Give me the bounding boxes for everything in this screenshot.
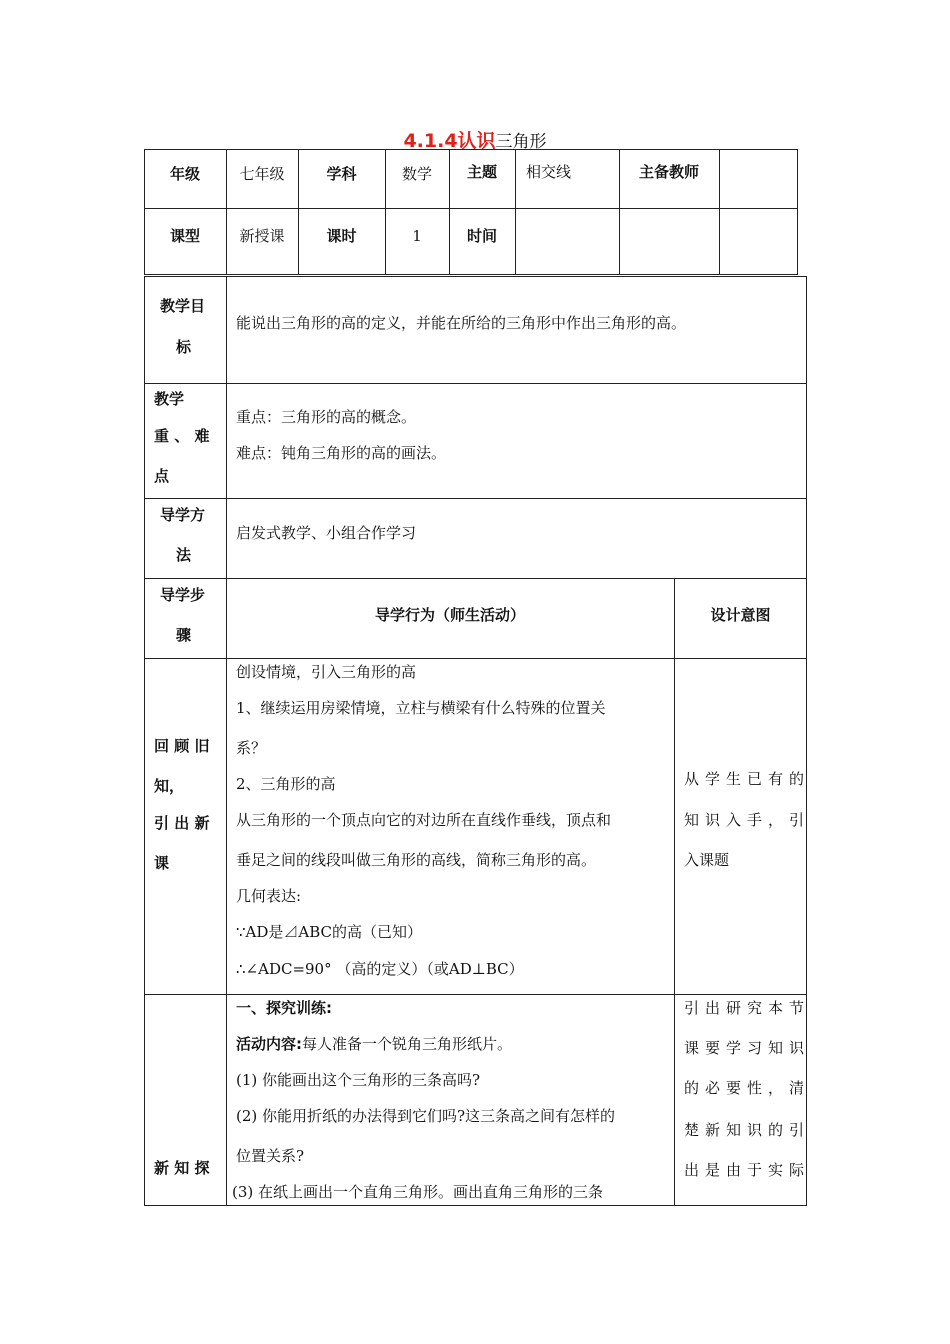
grade-label: 年级	[169, 165, 200, 183]
difficult-point-text: 难点：钝角三角形的高的画法。	[236, 444, 447, 462]
keypoints-label-line3: 点	[154, 467, 170, 485]
explore-intent-line: 引出研究本节	[684, 999, 811, 1017]
review-line: 1、继续运用房梁情境，立柱与横梁有什么特殊的位置关	[236, 699, 606, 717]
review-intent-line: 入课题	[684, 851, 730, 869]
title-rest: 三角形	[495, 132, 547, 152]
review-line: ∴∠ADC=90° （高的定义）（或AD⊥BC）	[236, 960, 524, 978]
explore-intent-line: 楚新知识的引	[684, 1121, 811, 1139]
method-label-line2: 法	[176, 546, 192, 564]
grade-value: 七年级	[239, 165, 285, 183]
behavior-header: 导学行为（师生活动）	[374, 606, 525, 624]
type-label: 课型	[169, 227, 200, 245]
explore-line: (2) 你能用折纸的办法得到它们吗?这三条高之间有怎样的	[236, 1107, 616, 1125]
steps-label-line1: 导学步	[160, 586, 206, 604]
teacher-label: 主备教师	[638, 163, 699, 181]
review-label-line2: 知，	[154, 777, 185, 795]
method-label-line1: 导学方	[160, 506, 206, 524]
objectives-label-line1: 教学目	[160, 297, 206, 315]
topic-value: 相交线	[526, 163, 572, 181]
type-value: 新授课	[239, 227, 285, 245]
review-line: 系？	[236, 739, 267, 757]
topic-label: 主题	[466, 163, 497, 181]
review-label-line4: 课	[154, 854, 170, 872]
explore-label: 新 知 探	[154, 1159, 210, 1177]
review-label-line1: 回 顾 旧	[154, 737, 210, 755]
review-line: 创设情境，引入三角形的高	[236, 663, 417, 681]
key-point-text: 重点：三角形的高的概念。	[236, 408, 417, 426]
explore-activity	[236, 1026, 512, 1062]
subject-label: 学科	[326, 165, 357, 183]
objectives-label-line2: 标	[176, 338, 192, 356]
explore-intent-line: 出是由于实际	[684, 1161, 811, 1179]
method-text: 启发式教学、小组合作学习	[236, 524, 417, 542]
review-intent-line: 知识入手，引	[684, 811, 811, 829]
review-line: ∵AD是⊿ABC的高（已知）	[236, 923, 423, 941]
review-intent-line: 从学生已有的	[684, 770, 811, 788]
objectives-text: 能说出三角形的高的定义，并能在所给的三角形中作出三角形的高。	[236, 314, 687, 332]
period-label: 课时	[326, 227, 357, 245]
time-label: 时间	[466, 227, 497, 245]
explore-intent-line: 的必要性，清	[684, 1079, 811, 1097]
activity-text: 每人准备一个锐角三角形纸片。	[302, 1035, 513, 1053]
keypoints-label-line2: 重 、 难	[154, 427, 210, 445]
explore-line: 位置关系?	[236, 1147, 305, 1165]
explore-line: (3) 在纸上画出一个直角三角形。画出直角三角形的三条	[232, 1183, 604, 1201]
intent-header: 设计意图	[710, 606, 771, 624]
activity-label: 活动内容:	[236, 1035, 302, 1053]
title-code: 4.1.4认识	[403, 130, 496, 152]
review-line: 从三角形的一个顶点向它的对边所在直线作垂线，顶点和	[236, 811, 612, 829]
keypoints-label-line1: 教学	[154, 390, 185, 408]
explore-heading: 一、探究训练:	[236, 999, 332, 1017]
subject-value: 数学	[401, 165, 432, 183]
review-line: 2、三角形的高	[236, 775, 336, 793]
explore-line: (1) 你能画出这个三角形的三条高吗?	[236, 1071, 481, 1089]
period-value: 1	[412, 227, 422, 245]
review-label-line3: 引 出 新	[154, 814, 210, 832]
steps-label-line2: 骤	[176, 626, 192, 644]
explore-intent-line: 课要学习知识	[684, 1039, 811, 1057]
review-line: 几何表达:	[236, 887, 302, 905]
review-line: 垂足之间的线段叫做三角形的高线，简称三角形的高。	[236, 851, 597, 869]
